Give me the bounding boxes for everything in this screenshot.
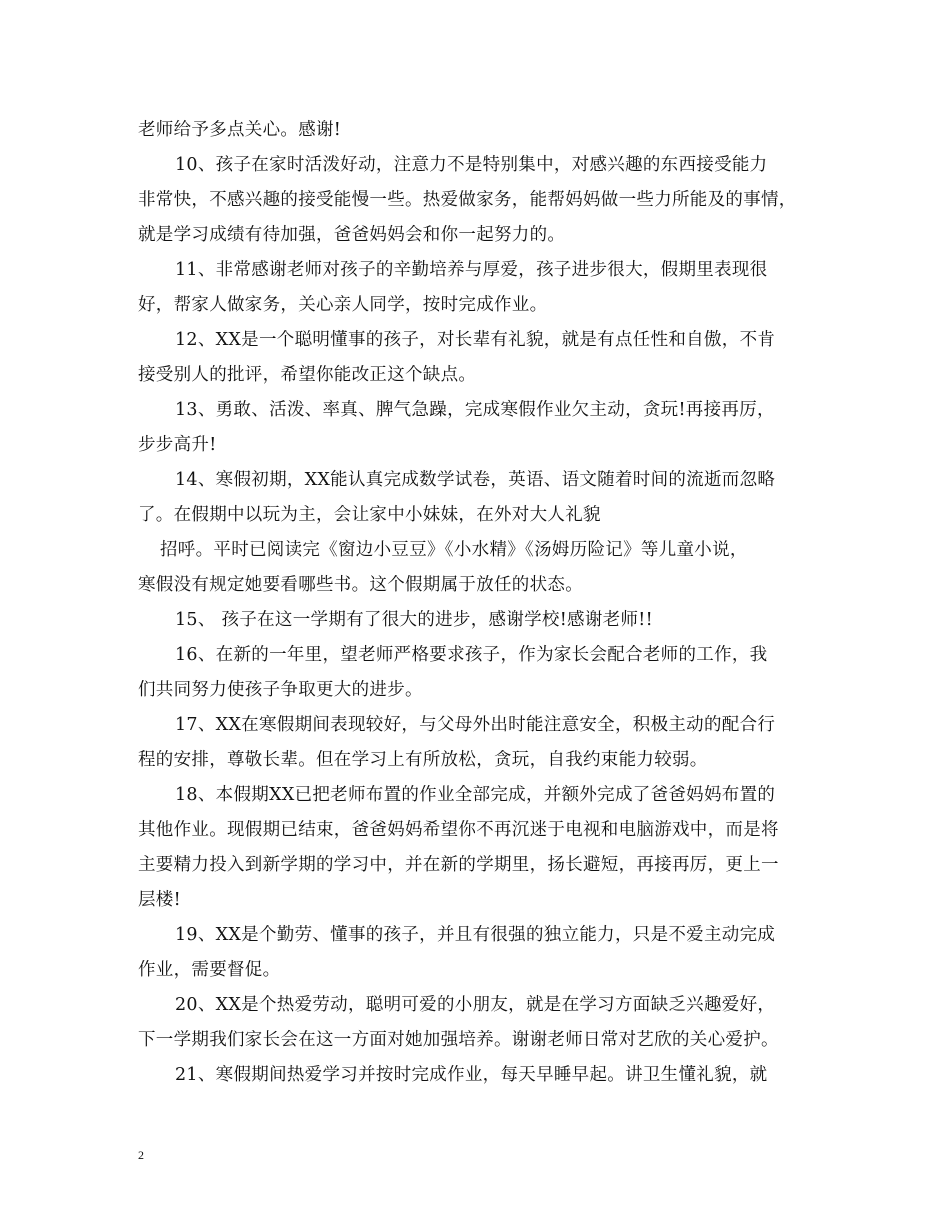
text-line: 10、孩子在家时活泼好动，注意力不是特别集中，对感兴趣的东西接受能力	[175, 155, 768, 175]
text-line: 主要精力投入到新学期的学习中，并在新的学期里，扬长避短，再接再厉，更上一	[138, 855, 779, 875]
text-line: 好，帮家人做家务，关心亲人同学，按时完成作业。	[138, 295, 548, 315]
text-line: 作业，需要督促。	[138, 960, 281, 980]
text-line: 下一学期我们家长会在这一方面对她加强培养。谢谢老师日常对艺欣的关心爱护。	[138, 1030, 779, 1050]
text-line: 20、XX是个热爱劳动，聪明可爱的小朋友，就是在学习方面缺乏兴趣爱好，	[175, 995, 776, 1015]
text-line: 21、寒假期间热爱学习并按时完成作业，每天早睡早起。讲卫生懂礼貌，就	[175, 1065, 768, 1085]
page-number: 2	[138, 1148, 144, 1162]
text-line: 就是学习成绩有待加强，爸爸妈妈会和你一起努力的。	[138, 225, 566, 245]
text-line: 步步高升!	[138, 435, 217, 455]
text-line: 19、XX是个勤劳、懂事的孩子，并且有很强的独立能力，只是不爱主动完成	[175, 925, 776, 945]
text-line: 16、在新的一年里，望老师严格要求孩子，作为家长会配合老师的工作，我	[175, 645, 768, 665]
text-line: 15、 孩子在这一学期有了很大的进步，感谢学校!感谢老师!!	[175, 610, 653, 630]
text-line: 11、非常感谢老师对孩子的辛勤培养与厚爱，孩子进步很大，假期里表现很	[175, 260, 768, 280]
text-line: 非常快，不感兴趣的接受能慢一些。热爱做家务，能帮妈妈做一些力所能及的事情，	[138, 190, 797, 210]
text-line: 12、XX是一个聪明懂事的孩子，对长辈有礼貌，就是有点任性和自傲，不肯	[175, 330, 776, 350]
text-line: 程的安排，尊敬长辈。但在学习上有所放松，贪玩，自我约束能力较弱。	[138, 750, 708, 770]
text-line: 老师给予多点关心。感谢!	[138, 120, 342, 140]
text-line: 层楼!	[138, 890, 181, 910]
text-line: 寒假没有规定她要看哪些书。这个假期属于放任的状态。	[138, 575, 583, 595]
text-line: 13、勇敢、活泼、率真、脾气急躁，完成寒假作业欠主动，贪玩!再接再厉，	[175, 400, 775, 420]
text-line: 接受别人的批评，希望你能改正这个缺点。	[138, 365, 477, 385]
text-line: 17、XX在寒假期间表现较好，与父母外出时能注意安全，积极主动的配合行	[175, 715, 776, 735]
text-line: 们共同努力使孩子争取更大的进步。	[138, 680, 423, 700]
text-line: 18、本假期XX已把老师布置的作业全部完成，并额外完成了爸爸妈妈布置的	[175, 785, 776, 805]
text-line: 14、寒假初期，XX能认真完成数学试卷，英语、语文随着时间的流逝而忽略	[175, 470, 776, 490]
text-line: 了。在假期中以玩为主，会让家中小妹妹，在外对大人礼貌	[138, 505, 601, 525]
text-line: 其他作业。现假期已结束，爸爸妈妈希望你不再沉迷于电视和电脑游戏中，而是将	[138, 820, 779, 840]
text-line: 招呼。平时已阅读完《窗边小豆豆》《小水精》《汤姆历险记》等儿童小说，	[160, 540, 748, 560]
